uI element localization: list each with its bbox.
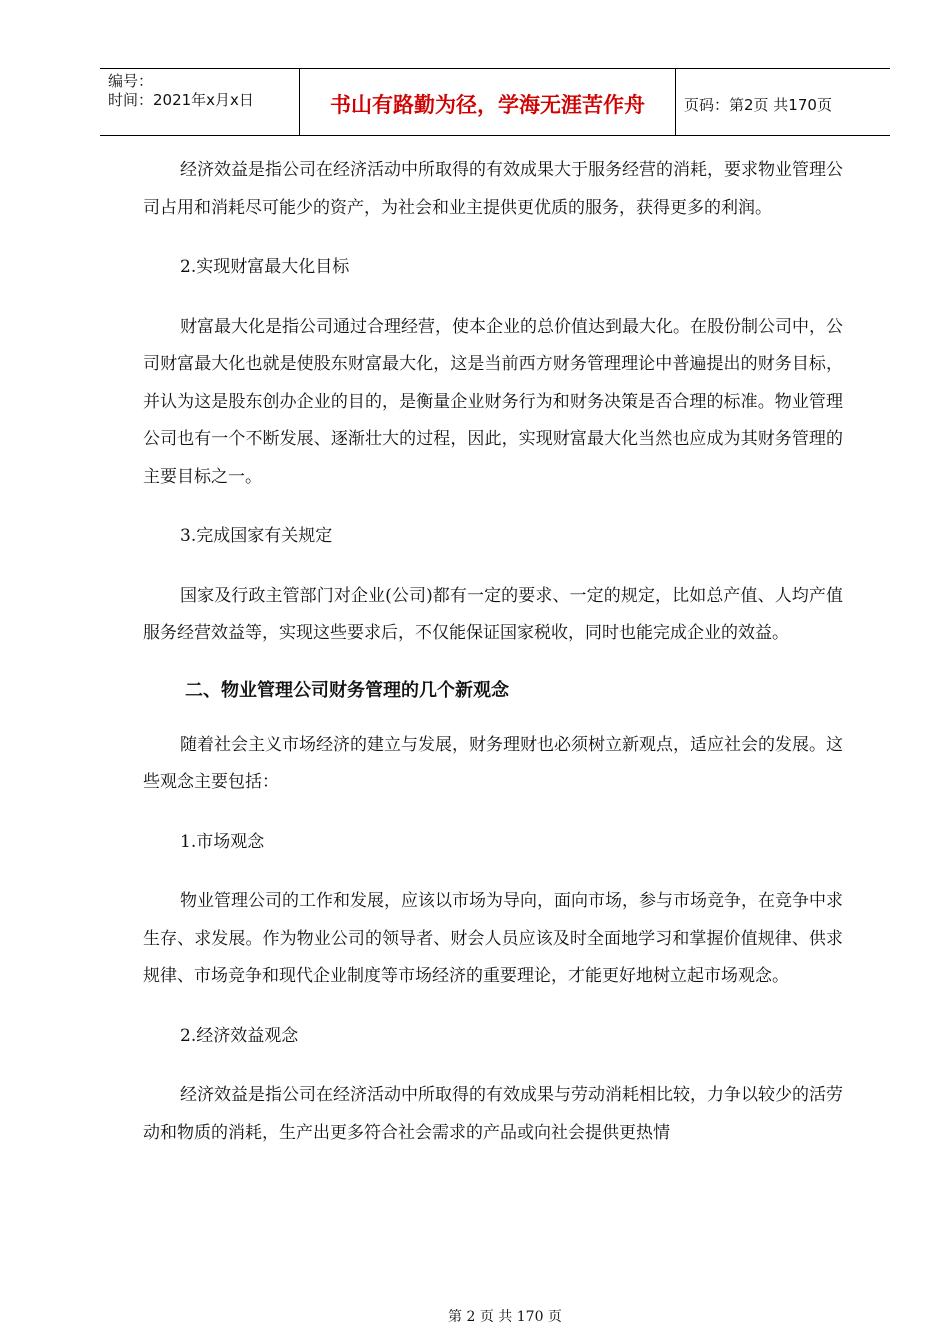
subheading-wealth-max: 2.实现财富最大化目标 [180, 257, 350, 277]
paragraph-wealth-max: 财富最大化是指公司通过合理经营，使本企业的总价值达到最大化。在股份制公司中，公司财富最大化也就是使股东财富最大化，这是当前西方财务管理理论中普遍提出的财务目标，并认为这是股东创办企业的目的，是衡量企业财务行为和财务决策是否合理的标准。物业管理公司也有一个不断发展、逐渐壮大的过程，因此，实现财富最大化当然也应成为其财务管理的主要目标之一。 [143, 316, 843, 487]
subheading-national-rules: 3.完成国家有关规定 [180, 526, 333, 546]
subheading-benefit-concept: 2.经济效益观念 [180, 1025, 299, 1046]
paragraph-market-concept: 物业管理公司的工作和发展，应该以市场为导向，面向市场，参与市场竞争，在竞争中求生存、求发展。作为物业公司的领导者、财会人员应该及时全面地学习和掌握价值规律、供求规律、市场竞争和现代企业制度等市场经济的重要理论，才能更好地树立起市场观念。 [143, 891, 843, 986]
page-header [100, 68, 890, 136]
subheading-market-concept: 1.市场观念 [180, 831, 265, 852]
page-footer: 第 2 页 共 170 页 [448, 1309, 562, 1325]
paragraph-economic-benefit: 经济效益是指公司在经济活动中所取得的有效成果大于服务经营的消耗，要求物业管理公司占用和消耗尽可能少的资产，为社会和业主提供更优质的服务，获得更多的利润。 [143, 160, 843, 218]
document-body [143, 152, 843, 1152]
paragraph-national-rules: 国家及行政主管部门对企业(公司)都有一定的要求、一定的规定，比如总产值、人均产值服务经营效益等，实现这些要求后，不仅能保证国家税收，同时也能完成企业的效益。 [143, 585, 843, 643]
header-page-info: 页码：第2页 共170页 [684, 95, 832, 114]
doc-time-label: 时间：2021年x月x日 [108, 91, 254, 109]
section-heading-new-concepts: 二、物业管理公司财务管理的几个新观念 [185, 679, 509, 701]
paragraph-new-concepts-intro: 随着社会主义市场经济的建立与发展，财务理财也必须树立新观点，适应社会的发展。这些观念主要包括： [143, 734, 843, 792]
header-meta [100, 69, 300, 135]
doc-code-label: 编号： [108, 72, 154, 90]
header-motto: 书山有路勤为径，学海无涯苦作舟 [300, 69, 676, 135]
paragraph-benefit-concept: 经济效益是指公司在经济活动中所取得的有效成果与劳动消耗相比较，力争以较少的活劳动和物质的消耗，生产出更多符合社会需求的产品或向社会提供更热情 [143, 1085, 843, 1143]
